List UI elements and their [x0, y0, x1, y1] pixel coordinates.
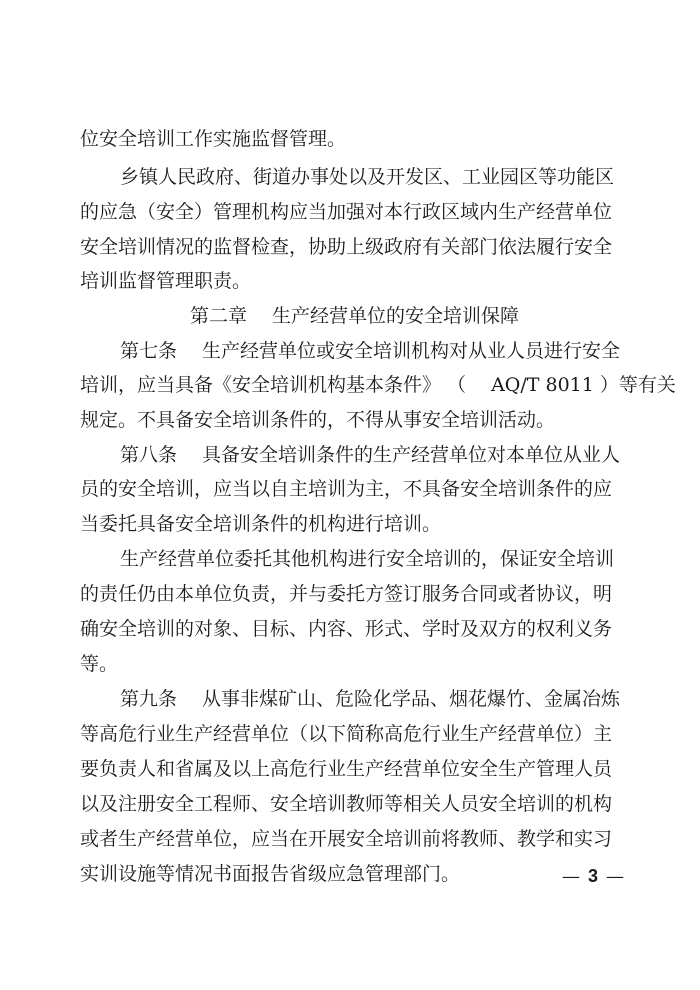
page-footer: [562, 866, 624, 887]
text-line: 或者生产经营单位，应当在开展安全培训前将教师、教学和实习: [80, 828, 613, 850]
text-line: 培训监督管理职责。: [80, 270, 252, 292]
footer-dash: —: [606, 866, 625, 887]
text-line: 的应急（安全）管理机构应当加强对本行政区域内生产经营单位: [80, 201, 613, 223]
text-line: 培训，应当具备《安全培训机构基本条件》 （ AQ/T 8011 ）等有关: [80, 374, 676, 396]
text-line: 等。: [80, 653, 119, 675]
text-line: 当委托具备安全培训条件的机构进行培训。: [80, 513, 442, 535]
text-line: 等高危行业生产经营单位（以下简称高危行业生产经营单位）主: [80, 723, 613, 745]
text-line: 的责任仍由本单位负责，并与委托方签订服务合同或者协议，明: [80, 583, 613, 605]
text-line: 员的安全培训，应当以自主培训为主，不具备安全培训条件的应: [80, 478, 613, 500]
text-line: 实训设施等情况书面报告省级应急管理部门。: [80, 863, 461, 885]
text-line: 第九条 从事非煤矿山、危险化学品、烟花爆竹、金属冶炼: [120, 688, 621, 710]
text-line: 要负责人和省属及以上高危行业生产经营单位安全生产管理人员: [80, 758, 613, 780]
chapter-heading: 第二章 生产经营单位的安全培训保障: [190, 305, 520, 327]
text-line: 乡镇人民政府、街道办事处以及开发区、工业园区等功能区: [120, 166, 615, 188]
text-line: 第八条 具备安全培训条件的生产经营单位对本单位从业人: [120, 444, 621, 466]
text-line: 规定。不具备安全培训条件的，不得从事安全培训活动。: [80, 409, 556, 431]
text-line: 确安全培训的对象、目标、内容、形式、学时及双方的权利义务: [80, 618, 613, 640]
text-line: 生产经营单位委托其他机构进行安全培训的，保证安全培训: [120, 548, 615, 570]
text-line: 安全培训情况的监督检查，协助上级政府有关部门依法履行安全: [80, 236, 613, 258]
text-line: 位安全培训工作实施监督管理。: [80, 128, 347, 150]
page-number: 3: [588, 866, 599, 886]
text-line: 以及注册安全工程师、安全培训教师等相关人员安全培训的机构: [80, 793, 613, 815]
text-line: 第七条 生产经营单位或安全培训机构对从业人员进行安全: [120, 340, 621, 362]
footer-dash: —: [562, 866, 580, 887]
